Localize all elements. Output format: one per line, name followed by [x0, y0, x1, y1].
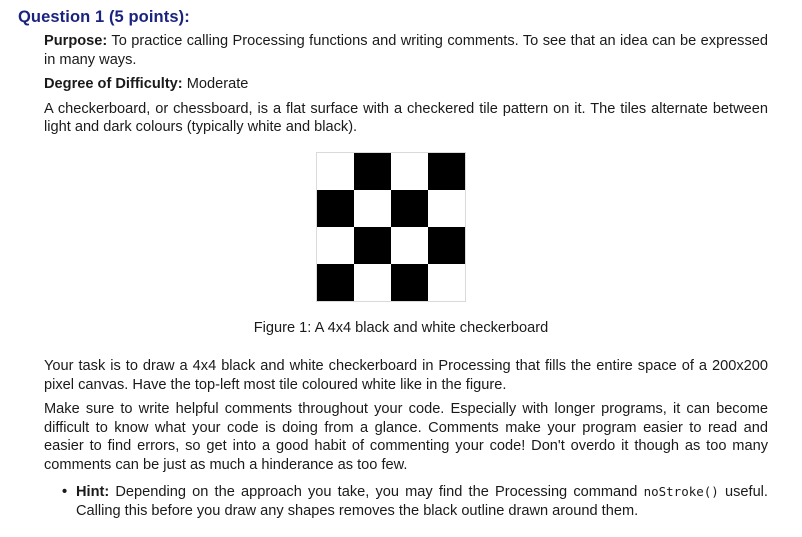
hint-text-before: Depending on the approach you take, you may find the Processing command — [109, 484, 644, 500]
checkerboard-tile-black — [391, 190, 428, 227]
task-paragraph: Your task is to draw a 4x4 black and white checkerboard in Processing that fills the entire space of a 200x200 pixel canvas. Have the top-left most tile coloured white like in the figure. — [44, 358, 768, 393]
hint-code: noStroke() — [643, 484, 719, 499]
bullet-icon: • — [62, 484, 68, 500]
checkerboard-figure — [316, 152, 466, 302]
difficulty-text: Moderate — [182, 76, 249, 92]
checkerboard-tile-black — [317, 264, 354, 301]
checkerboard-tile-black — [317, 190, 354, 227]
checkerboard-tile-white — [317, 153, 354, 190]
question-body — [44, 32, 768, 143]
purpose-label: Purpose: — [44, 33, 108, 49]
checkerboard-tile-black — [354, 227, 391, 264]
hint-list-item — [62, 483, 768, 520]
task-section — [44, 357, 768, 480]
comments-paragraph: Make sure to write helpful comments throughout your code. Especially with longer programs, it can become difficult to know what your code is doing from a glance. Comments make your program easier to read and easier to find errors, so get into a good habit of commenting your code! Don't overdo it though as too many comments can be just as much a hinderance as too few. — [44, 401, 768, 473]
checkerboard-tile-white — [317, 227, 354, 264]
figure-caption: Figure 1: A 4x4 black and white checkerboard — [253, 320, 549, 336]
checkerboard-tile-white — [354, 190, 391, 227]
checkerboard-tile-white — [354, 264, 391, 301]
checkerboard-tile-white — [391, 153, 428, 190]
checkerboard-tile-black — [391, 264, 428, 301]
difficulty-label: Degree of Difficulty: — [44, 76, 183, 92]
purpose-paragraph — [44, 32, 768, 69]
checkerboard-tile-black — [428, 227, 465, 264]
checkerboard-tile-white — [428, 264, 465, 301]
purpose-text: To practice calling Processing functions and writing comments. To see that an idea can be expressed in many ways. — [44, 33, 768, 68]
intro-paragraph: A checkerboard, or chessboard, is a flat surface with a checkered tile pattern on it. The tiles alternate between light and dark colours (typically white and black). — [44, 100, 768, 135]
checkerboard-tile-white — [391, 227, 428, 264]
hint-text-after: useful. Calling this before you draw any shapes removes the black outline drawn around them. — [76, 484, 768, 519]
hint-text — [76, 483, 768, 520]
hint-label: Hint: — [76, 484, 110, 500]
checkerboard-tile-white — [428, 190, 465, 227]
difficulty-paragraph — [44, 75, 768, 94]
question-title: Question 1 (5 points): — [18, 8, 190, 26]
checkerboard-tile-black — [428, 153, 465, 190]
checkerboard-tile-black — [354, 153, 391, 190]
